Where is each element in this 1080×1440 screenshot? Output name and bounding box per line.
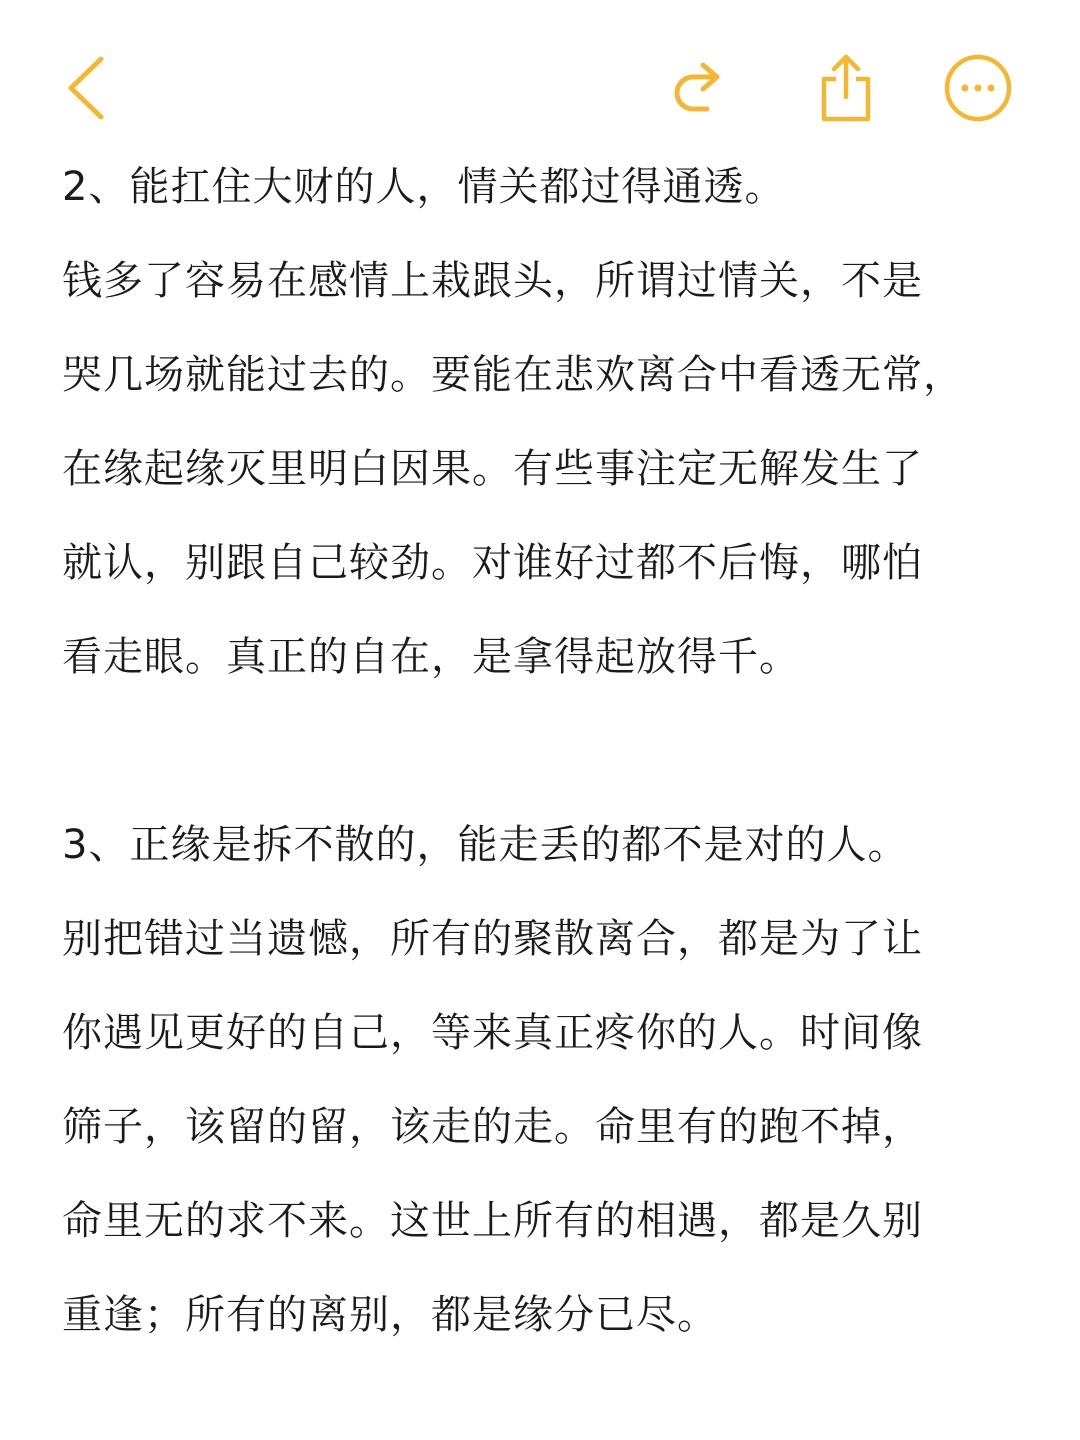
- section-2-heading: 2、能扛住大财的人，情关都过得通透。: [62, 164, 786, 210]
- note-line: 重逢；所有的离别，都是缘分已尽。: [62, 1292, 718, 1338]
- note-line: 在缘起缘灭里明白因果。有些事注定无解发生了: [62, 446, 923, 492]
- note-line: 命里无的求不来。这世上所有的相遇，都是久别: [62, 1198, 923, 1244]
- note-line: 钱多了容易在感情上栽跟头，所谓过情关，不是: [62, 258, 923, 304]
- note-line: 筛子，该留的留，该走的走。命里有的跑不掉，: [62, 1104, 923, 1150]
- section-3-heading: 3、正缘是拆不散的，能走丢的都不是对的人。: [62, 822, 909, 868]
- blank-line: [62, 704, 1022, 798]
- note-body[interactable]: [62, 140, 1022, 1362]
- back-button[interactable]: [50, 48, 122, 128]
- note-line: 你遇见更好的自己，等来真正疼你的人。时间像: [62, 1010, 923, 1056]
- note-line: 别把错过当遗憾，所有的聚散离合，都是为了让: [62, 916, 923, 962]
- note-toolbar: [0, 0, 1080, 150]
- note-line: 就认，别跟自己较劲。对谁好过都不后悔，哪怕: [62, 540, 923, 586]
- redo-arrow-icon: [667, 57, 733, 123]
- chevron-left-icon: [61, 53, 111, 123]
- share-button[interactable]: [806, 46, 886, 130]
- note-line: 看走眼。真正的自在，是拿得起放得千。: [62, 634, 800, 680]
- more-icon: [943, 53, 1013, 123]
- redo-button[interactable]: [660, 50, 740, 130]
- note-line: 哭几场就能过去的。要能在悲欢离合中看透无常，: [62, 352, 964, 398]
- share-icon: [816, 51, 876, 125]
- more-button[interactable]: [938, 48, 1018, 128]
